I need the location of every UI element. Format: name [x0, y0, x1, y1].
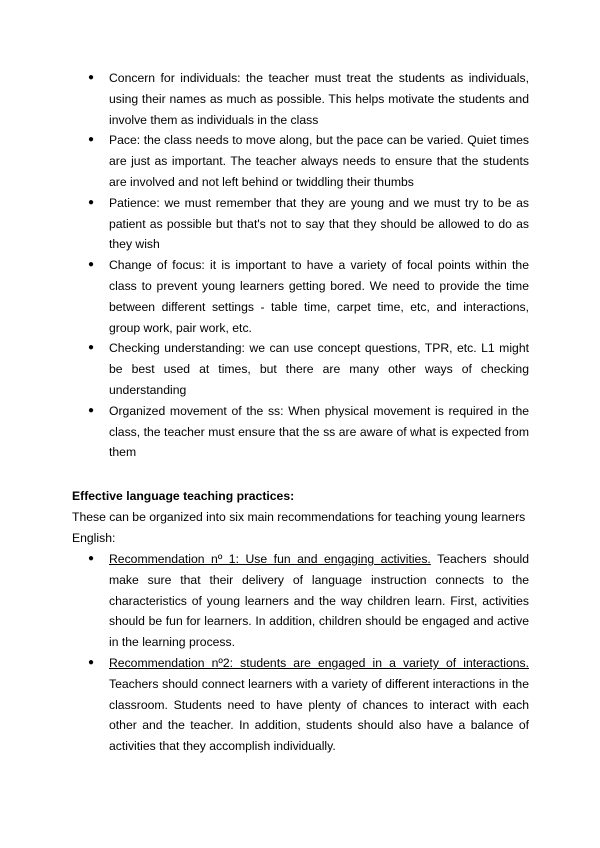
list-item: [80, 193, 529, 255]
list-item: [80, 68, 529, 130]
list-item: [80, 255, 529, 338]
list-item: [80, 401, 529, 463]
bullet-icon: ●: [88, 342, 95, 354]
list-item: [80, 130, 529, 192]
recommendation-text: Teachers should connect learners with a variety of different interactions in the classroom. Students need to have plenty of chances to interact with each other and the teacher. In addition, students should also have a balance of activities that they accomplish individually.: [109, 676, 529, 754]
bullet-icon: ●: [88, 259, 95, 271]
recommendations-list: [80, 549, 529, 757]
section-intro: These can be organized into six main recommendations for teaching young learners English:: [72, 510, 526, 545]
recommendation-title: Recommendation nº 1: Use fun and engaging activities.: [109, 552, 431, 566]
list-item-text: Patience: we must remember that they are young and we must try to be as patient as possible but that's not to say that they should be allowed to do as they wish: [109, 195, 529, 252]
classroom-management-list: [80, 68, 529, 463]
bullet-icon: ●: [88, 134, 95, 146]
section-heading: Effective language teaching practices:: [72, 489, 295, 503]
bullet-icon: ●: [88, 404, 95, 416]
bullet-icon: ●: [88, 72, 95, 83]
bullet-icon: ●: [88, 656, 95, 668]
list-item-text: Change of focus: it is important to have a variety of focal points within the class to prevent young learners getting bored. We need to provide the time between different settings - table time, carpet time, etc, and interactions, group work, pair work, etc.: [109, 258, 529, 335]
bullet-icon: ●: [88, 553, 95, 564]
list-item-text: Pace: the class needs to move along, but the pace can be varied. Quiet times are just as important. The teacher always needs to ensure that the students are involved and not left behind or twiddling their thumbs: [109, 133, 529, 189]
list-item-text: Organized movement of the ss: When physical movement is required in the class, the teacher must ensure that the ss are aware of what is expected from them: [109, 403, 529, 460]
recommendation-title: Recommendation nº2: students are engaged in a variety of interactions.: [109, 655, 529, 670]
bullet-icon: ●: [88, 196, 95, 208]
list-item-text: Concern for individuals: the teacher must treat the students as individuals, using their names as much as possible. This helps motivate the students and involve them as individuals in the class: [109, 71, 529, 127]
recommendation-text: Teachers should make sure that their delivery of language instruction connects to the characteristics of young learners and the way children learn. First, activities should be fun for learners. In addition, children should be engaged and active in the learning process.: [109, 552, 530, 650]
list-item-text: Checking understanding: we can use concept questions, TPR, etc. L1 might be best used at times, but there are many other ways of checking understanding: [109, 341, 529, 397]
list-item: [80, 338, 529, 400]
recommendation-item: [80, 653, 529, 757]
recommendation-item: [80, 549, 529, 653]
